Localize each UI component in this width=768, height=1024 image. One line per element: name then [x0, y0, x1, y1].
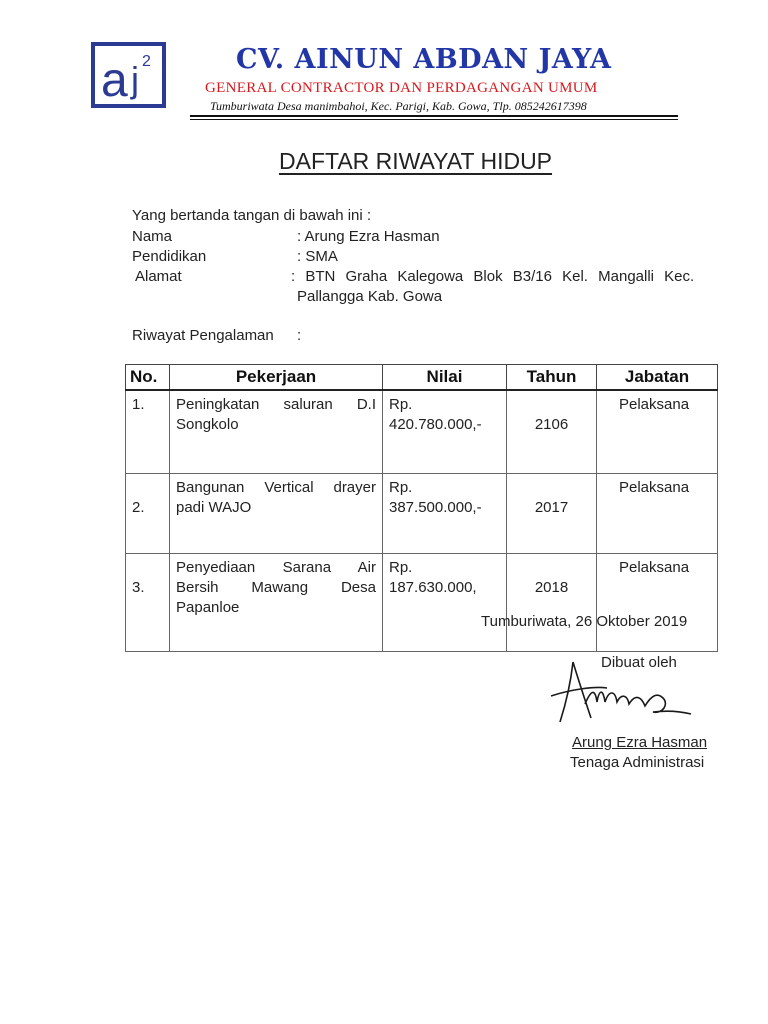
header-pekerjaan: Pekerjaan [170, 365, 383, 391]
logo-letter-j: j [131, 59, 139, 100]
nilai-amount: 187.630.000, [389, 579, 477, 596]
row-nilai [383, 474, 507, 554]
letterhead-rule [190, 115, 678, 117]
header-no: No. [126, 365, 170, 391]
field-label-nama: Nama [132, 228, 173, 245]
signer-name: Arung Ezra Hasman [572, 734, 708, 751]
row-tahun: 2017 [507, 474, 597, 554]
handwritten-signature [545, 660, 695, 735]
header-nilai: Nilai [383, 365, 507, 391]
table-row [126, 554, 718, 652]
company-address: Tumburiwata Desa manimbahoi, Kec. Parigi, Kab. Gowa, Tlp. 085242617398 [210, 99, 587, 113]
experience-colon: : [297, 327, 302, 344]
field-value-pendidikan: : SMA [297, 248, 338, 265]
company-name: CV. AINUN ABDAN JAYA [236, 44, 612, 75]
row-pekerjaan: Penyediaan Sarana Air Bersih Mawang Desa Papanloe [170, 554, 383, 652]
document-title: DAFTAR RIWAYAT HIDUP [279, 148, 553, 174]
header-jabatan: Jabatan [597, 365, 718, 391]
header-tahun: Tahun [507, 365, 597, 391]
nilai-amount: 420.780.000,- [389, 416, 482, 433]
row-no: 2. [126, 474, 170, 554]
table-row [126, 390, 718, 474]
logo-letter-a: a [101, 54, 128, 104]
nilai-currency: Rp. [389, 479, 413, 496]
row-no: 3. [126, 554, 170, 652]
table-row [126, 474, 718, 554]
experience-label: Riwayat Pengalaman [132, 327, 274, 344]
field-value-alamat-line2: Pallangga Kab. Gowa [297, 288, 443, 305]
row-nilai [383, 390, 507, 474]
nilai-amount: 387.500.000,- [389, 499, 482, 516]
row-jabatan: Pelaksana [597, 474, 718, 554]
intro-text: Yang bertanda tangan di bawah ini : [132, 207, 372, 224]
row-pekerjaan: Bangunan Vertical drayer padi WAJO [170, 474, 383, 554]
field-value-nama: : Arung Ezra Hasman [297, 228, 440, 245]
letterhead-rule-thin [190, 119, 678, 120]
company-tagline: GENERAL CONTRACTOR DAN PERDAGANGAN UMUM [205, 80, 598, 96]
nilai-currency: Rp. [389, 396, 413, 413]
row-no: 1. [126, 390, 170, 474]
made-by-label: Dibuat oleh [601, 654, 677, 671]
nilai-currency: Rp. [389, 559, 413, 576]
experience-table [125, 364, 718, 652]
field-value-alamat: : BTN Graha Kalegowa Blok B3/16 Kel. Mangalli Kec. [291, 268, 695, 285]
field-label-pendidikan: Pendidikan [132, 248, 207, 265]
row-nilai [383, 554, 507, 652]
row-tahun: 2106 [507, 390, 597, 474]
field-label-alamat: Alamat [135, 268, 182, 285]
row-pekerjaan: Peningkatan saluran D.I Songkolo [170, 390, 383, 474]
signer-role: Tenaga Administrasi [570, 754, 705, 771]
row-jabatan: Pelaksana [597, 554, 718, 652]
row-jabatan: Pelaksana [597, 390, 718, 474]
logo-superscript: 2 [142, 53, 151, 70]
company-logo [91, 42, 166, 108]
place-date: Tumburiwata, 26 Oktober 2019 [481, 613, 688, 630]
row-tahun: 2018 [507, 554, 597, 652]
table-header-row [126, 365, 718, 391]
